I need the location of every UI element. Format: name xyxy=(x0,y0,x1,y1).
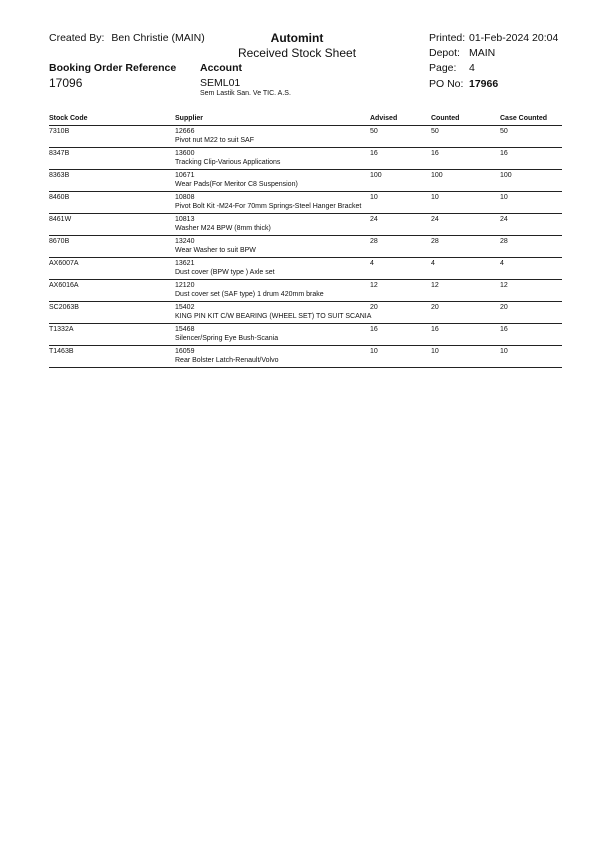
item-description: Wear Washer to suit BPW xyxy=(175,247,256,254)
item-description: Pivot nut M22 to suit SAF xyxy=(175,137,254,144)
table-row xyxy=(49,302,562,324)
counted-qty: 24 xyxy=(431,216,439,223)
case-counted-qty: 24 xyxy=(500,216,508,223)
item-description: Dust cover set (SAF type) 1 drum 420mm brake xyxy=(175,291,324,298)
table-row xyxy=(49,148,562,170)
advised-qty: 16 xyxy=(370,150,378,157)
po-label: PO No: xyxy=(429,78,464,90)
item-description: Wear Pads(For Meritor C8 Suspension) xyxy=(175,181,298,188)
account-name: Sem Lastik San. Ve TIC. A.S. xyxy=(200,90,291,97)
created-by xyxy=(49,32,205,44)
case-counted-qty: 28 xyxy=(500,238,508,245)
advised-qty: 100 xyxy=(370,172,382,179)
po-value: 17966 xyxy=(469,78,499,90)
stock-code: 7310B xyxy=(49,128,70,135)
advised-qty: 24 xyxy=(370,216,378,223)
page-label: Page: xyxy=(429,62,457,74)
stock-code: AX6016A xyxy=(49,282,79,289)
stock-code: 8363B xyxy=(49,172,70,179)
counted-qty: 10 xyxy=(431,194,439,201)
advised-qty: 20 xyxy=(370,304,378,311)
advised-qty: 16 xyxy=(370,326,378,333)
advised-qty: 50 xyxy=(370,128,378,135)
report-title: Automint xyxy=(270,31,324,45)
case-counted-qty: 16 xyxy=(500,326,508,333)
created-by-value: Ben Christie (MAIN) xyxy=(111,32,205,44)
table-row xyxy=(49,346,562,368)
page-value: 4 xyxy=(469,62,475,74)
case-counted-qty: 50 xyxy=(500,128,508,135)
supplier-code: 15468 xyxy=(175,326,195,333)
printed-label: Printed: xyxy=(429,32,466,44)
case-counted-qty: 10 xyxy=(500,348,508,355)
item-description: Rear Bolster Latch-Renault/Volvo xyxy=(175,357,279,364)
depot-value: MAIN xyxy=(469,47,496,59)
stock-code: SC2063B xyxy=(49,304,79,311)
counted-qty: 20 xyxy=(431,304,439,311)
booking-label: Booking Order Reference xyxy=(49,62,177,74)
account-code: SEML01 xyxy=(200,77,241,89)
supplier-code: 15402 xyxy=(175,304,195,311)
column-header-advised: Advised xyxy=(370,115,398,122)
case-counted-qty: 100 xyxy=(500,172,512,179)
stock-code: 8461W xyxy=(49,216,72,223)
case-counted-qty: 10 xyxy=(500,194,508,201)
supplier-code: 12120 xyxy=(175,282,195,289)
advised-qty: 4 xyxy=(370,260,374,267)
stock-code: 8460B xyxy=(49,194,70,201)
table-row xyxy=(49,170,562,192)
case-counted-qty: 16 xyxy=(500,150,508,157)
stock-code: 8347B xyxy=(49,150,70,157)
printed-value: 01-Feb-2024 20:04 xyxy=(469,32,559,44)
advised-qty: 10 xyxy=(370,348,378,355)
table-row xyxy=(49,280,562,302)
item-description: Dust cover (BPW type ) Axle set xyxy=(175,269,275,276)
report-subtitle: Received Stock Sheet xyxy=(237,46,357,60)
supplier-code: 12666 xyxy=(175,128,195,135)
table-row xyxy=(49,126,562,148)
advised-qty: 10 xyxy=(370,194,378,201)
advised-qty: 28 xyxy=(370,238,378,245)
table-row xyxy=(49,192,562,214)
supplier-code: 16059 xyxy=(175,348,195,355)
stock-code: 8670B xyxy=(49,238,70,245)
stock-code: T1463B xyxy=(49,348,74,355)
depot-label: Depot: xyxy=(429,47,460,59)
table-header xyxy=(49,114,562,126)
supplier-code: 10671 xyxy=(175,172,195,179)
stock-code: AX6007A xyxy=(49,260,79,267)
counted-qty: 16 xyxy=(431,326,439,333)
item-description: KING PIN KIT C/W BEARING (WHEEL SET) TO SUIT SCANIA xyxy=(175,313,372,320)
item-description: Washer M24 BPW (8mm thick) xyxy=(175,225,271,232)
item-description: Silencer/Spring Eye Bush-Scania xyxy=(175,335,279,342)
counted-qty: 4 xyxy=(431,260,435,267)
item-description: Tracking Clip-Various Applications xyxy=(175,159,281,166)
account-label: Account xyxy=(200,62,242,74)
table-row xyxy=(49,214,562,236)
counted-qty: 16 xyxy=(431,150,439,157)
table-row xyxy=(49,236,562,258)
column-header-supplier: Supplier xyxy=(175,115,204,122)
table-row xyxy=(49,324,562,346)
case-counted-qty: 12 xyxy=(500,282,508,289)
created-by-label: Created By: xyxy=(49,32,105,44)
case-counted-qty: 20 xyxy=(500,304,508,311)
column-header-counted: Counted xyxy=(431,115,460,122)
counted-qty: 100 xyxy=(431,172,443,179)
counted-qty: 10 xyxy=(431,348,439,355)
column-header-case-counted: Case Counted xyxy=(500,115,548,122)
supplier-code: 10813 xyxy=(175,216,195,223)
supplier-code: 10808 xyxy=(175,194,195,201)
stock-table xyxy=(49,114,562,368)
counted-qty: 28 xyxy=(431,238,439,245)
supplier-code: 13240 xyxy=(175,238,195,245)
advised-qty: 12 xyxy=(370,282,378,289)
supplier-code: 13600 xyxy=(175,150,195,157)
case-counted-qty: 4 xyxy=(500,260,504,267)
supplier-code: 13621 xyxy=(175,260,195,267)
booking-value: 17096 xyxy=(49,76,83,90)
table-row xyxy=(49,258,562,280)
counted-qty: 12 xyxy=(431,282,439,289)
column-header-stock-code: Stock Code xyxy=(49,115,88,122)
counted-qty: 50 xyxy=(431,128,439,135)
item-description: Pivot Bolt Kit -M24-For 70mm Springs-Steel Hanger Bracket xyxy=(175,203,362,210)
stock-code: T1332A xyxy=(49,326,74,333)
